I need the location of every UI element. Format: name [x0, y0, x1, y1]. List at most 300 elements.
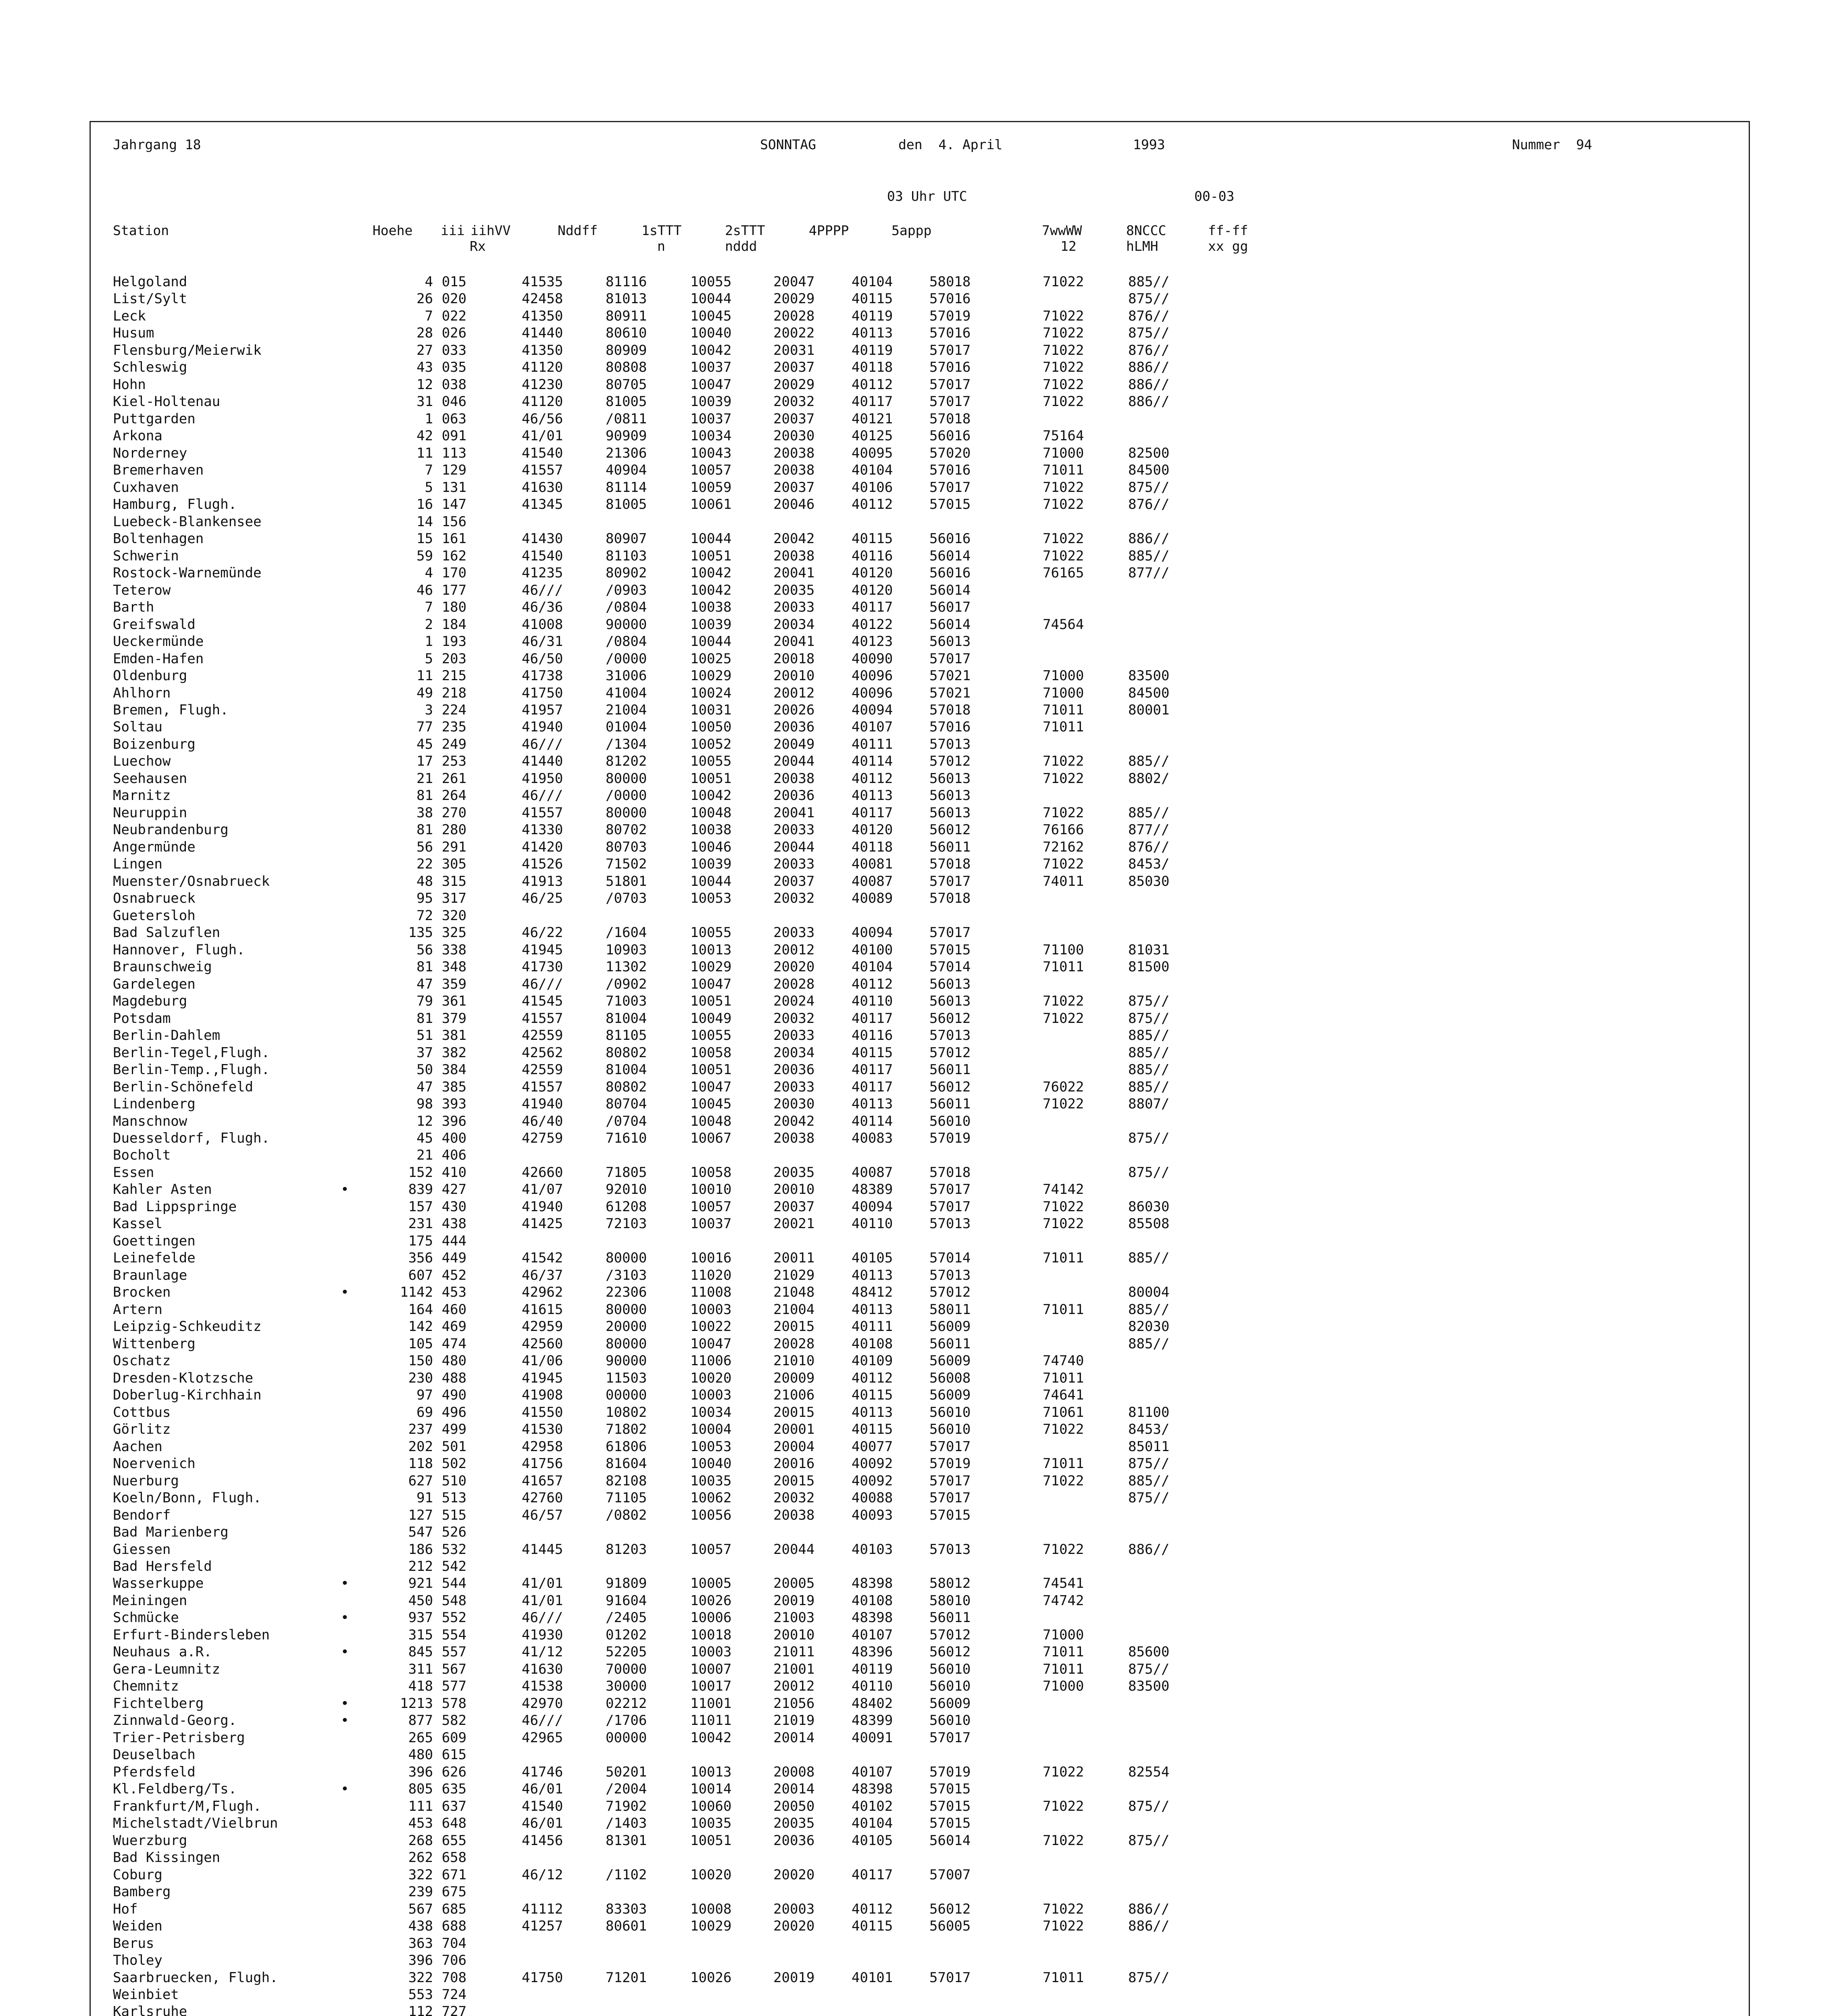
- cell-s2ttt: 20029: [773, 291, 815, 307]
- cell-s2ttt: 20032: [773, 890, 815, 907]
- cell-pppp: 40105: [852, 1250, 893, 1266]
- cell-nccc: 886//: [1128, 1901, 1170, 1917]
- cell-wwww: 74742: [1043, 1592, 1084, 1609]
- cell-s2ttt: 20034: [773, 616, 815, 633]
- cell-nddff: 81004: [606, 1010, 647, 1027]
- cell-wwww: 71011: [1043, 1250, 1084, 1266]
- cell-nddff: 80601: [606, 1918, 647, 1935]
- cell-appp: 57017: [929, 1729, 971, 1746]
- cell-iii: 320: [442, 907, 467, 924]
- cell-iihvv: 41/01: [522, 1575, 563, 1592]
- cell-s2ttt: 20028: [773, 1335, 815, 1352]
- cell-iii: 548: [442, 1592, 467, 1609]
- cell-hoehe: 1: [425, 633, 433, 650]
- cell-nddff: 51801: [606, 873, 647, 889]
- cell-hoehe: 51: [417, 1027, 433, 1044]
- table-row: [0, 924, 1837, 941]
- cell-hoehe: 152: [408, 1164, 433, 1181]
- cell-wwww: 71011: [1043, 719, 1084, 735]
- cell-hoehe: 839: [408, 1181, 433, 1198]
- cell-nccc: 885//: [1128, 1044, 1170, 1061]
- cell-nddff: 00000: [606, 1387, 647, 1404]
- cell-iii: 033: [442, 342, 467, 358]
- table-row: [0, 1147, 1837, 1164]
- table-row: [0, 1712, 1837, 1729]
- cell-station: Arkona: [113, 428, 162, 444]
- cell-wwww: 71022: [1043, 770, 1084, 787]
- cell-station: Nuerburg: [113, 1472, 179, 1489]
- cell-iii: 513: [442, 1490, 467, 1506]
- cell-hoehe: 31: [417, 394, 433, 410]
- cell-s2ttt: 20038: [773, 1130, 815, 1146]
- cell-s1ttt: 10046: [690, 839, 732, 855]
- cell-wwww: 71022: [1043, 1010, 1084, 1027]
- table-row: [0, 1044, 1837, 1061]
- cell-hoehe: 48: [417, 873, 433, 889]
- cell-appp: 56013: [929, 633, 971, 650]
- cell-wwww: 71011: [1043, 462, 1084, 479]
- cell-pppp: 40120: [852, 822, 893, 838]
- cell-appp: 57016: [929, 291, 971, 307]
- cell-hoehe: 5: [425, 479, 433, 496]
- cell-hoehe: 16: [417, 496, 433, 513]
- cell-iihvv: 41456: [522, 1832, 563, 1849]
- cell-iihvv: 46/25: [522, 890, 563, 907]
- table-row: [0, 1318, 1837, 1335]
- table-row: [0, 1387, 1837, 1404]
- cell-station: Bocholt: [113, 1147, 171, 1164]
- cell-iii: 724: [442, 1987, 467, 2003]
- cell-iihvv: 41545: [522, 993, 563, 1010]
- cell-s2ttt: 20044: [773, 753, 815, 770]
- cell-appp: 56010: [929, 1113, 971, 1129]
- table-row: [0, 410, 1837, 427]
- cell-station: Saarbruecken, Flugh.: [113, 1969, 278, 1986]
- cell-nddff: 11503: [606, 1370, 647, 1386]
- cell-station: Giessen: [113, 1541, 171, 1558]
- cell-s2ttt: 20030: [773, 1096, 815, 1112]
- cell-hoehe: 91: [417, 1490, 433, 1506]
- cell-appp: 56005: [929, 1918, 971, 1935]
- cell-s2ttt: 20032: [773, 1490, 815, 1506]
- cell-station: Teterow: [113, 582, 171, 598]
- cell-nddff: 80000: [606, 1301, 647, 1318]
- cell-station: List/Sylt: [113, 291, 187, 307]
- cell-iii: 338: [442, 941, 467, 958]
- cell-s1ttt: 10024: [690, 685, 732, 701]
- table-row: [0, 1113, 1837, 1130]
- cell-hoehe: 262: [408, 1849, 433, 1866]
- cell-appp: 56010: [929, 1712, 971, 1729]
- cell-wwww: 71011: [1043, 1456, 1084, 1472]
- cell-iihvv: 42562: [522, 1044, 563, 1061]
- cell-iihvv: 41738: [522, 668, 563, 684]
- cell-hoehe: 97: [417, 1387, 433, 1404]
- cell-s1ttt: 11008: [690, 1284, 732, 1301]
- col-subhead-5: xx gg: [1208, 238, 1248, 254]
- cell-hoehe: 118: [408, 1456, 433, 1472]
- cell-iii: 381: [442, 1027, 467, 1044]
- cell-station: Hof: [113, 1901, 138, 1917]
- cell-appp: 56010: [929, 1678, 971, 1695]
- cell-nddff: 81116: [606, 274, 647, 290]
- cell-pppp: 40112: [852, 1901, 893, 1917]
- cell-station: Soltau: [113, 719, 162, 735]
- cell-hoehe: 607: [408, 1267, 433, 1283]
- cell-s2ttt: 20030: [773, 428, 815, 444]
- cell-station: Potsdam: [113, 1010, 171, 1027]
- cell-wwww: 74564: [1043, 616, 1084, 633]
- cell-nddff: 81202: [606, 753, 647, 770]
- nummer-label: Nummer 94: [1512, 137, 1592, 152]
- cell-s1ttt: 10058: [690, 1044, 732, 1061]
- cell-s2ttt: 20034: [773, 1044, 815, 1061]
- cell-iii: 499: [442, 1421, 467, 1438]
- cell-nccc: 85011: [1128, 1438, 1170, 1455]
- cell-hoehe: 50: [417, 1062, 433, 1078]
- cell-station: Weinbiet: [113, 1987, 179, 2003]
- cell-nddff: 61208: [606, 1198, 647, 1215]
- cell-wwww: 76022: [1043, 1079, 1084, 1095]
- cell-hoehe: 921: [408, 1575, 433, 1592]
- cell-wwww: 71022: [1043, 1421, 1084, 1438]
- cell-iihvv: 46///: [522, 582, 563, 598]
- cell-iii: 305: [442, 856, 467, 873]
- table-row: [0, 290, 1837, 307]
- cell-marker: •: [341, 1181, 349, 1198]
- table-row: [0, 445, 1837, 462]
- cell-appp: 57020: [929, 445, 971, 461]
- cell-iihvv: 46///: [522, 976, 563, 992]
- cell-s2ttt: 21004: [773, 1301, 815, 1318]
- cell-iihvv: 46/56: [522, 410, 563, 427]
- table-row: [0, 1781, 1837, 1797]
- cell-wwww: 71022: [1043, 856, 1084, 873]
- cell-s1ttt: 10029: [690, 1918, 732, 1935]
- cell-wwww: 71022: [1043, 342, 1084, 358]
- cell-s1ttt: 10044: [690, 291, 732, 307]
- cell-wwww: 71022: [1043, 376, 1084, 393]
- cell-pppp: 40117: [852, 1010, 893, 1027]
- cell-iii: 270: [442, 804, 467, 821]
- cell-hoehe: 142: [408, 1318, 433, 1335]
- cell-nddff: /0811: [606, 410, 647, 427]
- cell-iihvv: 41750: [522, 1969, 563, 1986]
- cell-s1ttt: 10053: [690, 1438, 732, 1455]
- cell-s2ttt: 20020: [773, 1918, 815, 1935]
- cell-s2ttt: 21001: [773, 1661, 815, 1677]
- cell-iihvv: 41945: [522, 941, 563, 958]
- cell-hoehe: 4: [425, 274, 433, 290]
- cell-nddff: 80909: [606, 342, 647, 358]
- table-row: [0, 1627, 1837, 1643]
- cell-s2ttt: 20022: [773, 325, 815, 342]
- cell-iii: 637: [442, 1798, 467, 1814]
- cell-iii: 235: [442, 719, 467, 735]
- table-row: [0, 1181, 1837, 1198]
- cell-station: Neubrandenburg: [113, 822, 229, 838]
- cell-appp: 57019: [929, 1764, 971, 1780]
- cell-station: Erfurt-Bindersleben: [113, 1627, 270, 1643]
- cell-hoehe: 112: [408, 2004, 433, 2016]
- cell-nccc: 875//: [1128, 1661, 1170, 1677]
- cell-appp: 57012: [929, 1627, 971, 1643]
- cell-s2ttt: 20004: [773, 1438, 815, 1455]
- cell-pppp: 40115: [852, 1918, 893, 1935]
- col-subhead-0: Rx: [470, 238, 486, 254]
- table-row: [0, 1541, 1837, 1558]
- cell-s2ttt: 20046: [773, 496, 815, 513]
- cell-appp: 56012: [929, 1079, 971, 1095]
- cell-s1ttt: 10013: [690, 941, 732, 958]
- table-row: [0, 1370, 1837, 1387]
- cell-wwww: 71011: [1043, 1644, 1084, 1660]
- cell-pppp: 40110: [852, 1216, 893, 1232]
- cell-pppp: 40113: [852, 787, 893, 804]
- cell-station: Berlin-Schönefeld: [113, 1079, 253, 1095]
- cell-station: Kahler Asten: [113, 1181, 212, 1198]
- table-row: [0, 770, 1837, 787]
- cell-iii: 161: [442, 531, 467, 547]
- cell-s2ttt: 20019: [773, 1592, 815, 1609]
- cell-iii: 180: [442, 599, 467, 616]
- cell-appp: 56014: [929, 582, 971, 598]
- cell-appp: 57018: [929, 410, 971, 427]
- cell-iii: 685: [442, 1901, 467, 1917]
- cell-nddff: 72103: [606, 1216, 647, 1232]
- cell-appp: 56014: [929, 616, 971, 633]
- cell-hoehe: 28: [417, 325, 433, 342]
- cell-iihvv: 46/37: [522, 1267, 563, 1283]
- table-row: [0, 650, 1837, 667]
- cell-iihvv: 41330: [522, 822, 563, 838]
- cell-s1ttt: 10018: [690, 1627, 732, 1643]
- cell-iii: 552: [442, 1610, 467, 1626]
- cell-nddff: /0802: [606, 1507, 647, 1523]
- cell-s2ttt: 20001: [773, 1421, 815, 1438]
- cell-station: Angermünde: [113, 839, 196, 855]
- cell-iihvv: 41/06: [522, 1353, 563, 1369]
- table-row: [0, 308, 1837, 325]
- cell-s1ttt: 10005: [690, 1575, 732, 1592]
- cell-appp: 56017: [929, 599, 971, 616]
- cell-iii: 384: [442, 1062, 467, 1078]
- cell-s1ttt: 10037: [690, 410, 732, 427]
- col-head-0: Station: [113, 223, 169, 238]
- cell-s1ttt: 10016: [690, 1250, 732, 1266]
- table-row: [0, 1455, 1837, 1472]
- cell-iii: 554: [442, 1627, 467, 1643]
- cell-wwww: 71022: [1043, 1901, 1084, 1917]
- cell-hoehe: 5: [425, 650, 433, 667]
- cell-hoehe: 77: [417, 719, 433, 735]
- cell-nddff: /1304: [606, 736, 647, 752]
- cell-pppp: 40100: [852, 941, 893, 958]
- cell-s1ttt: 10037: [690, 359, 732, 376]
- cell-s2ttt: 20015: [773, 1404, 815, 1420]
- table-row: [0, 1643, 1837, 1660]
- cell-s2ttt: 21029: [773, 1267, 815, 1283]
- table-row: [0, 993, 1837, 1010]
- cell-nddff: 80000: [606, 770, 647, 787]
- cell-station: Boltenhagen: [113, 531, 204, 547]
- cell-hoehe: 72: [417, 907, 433, 924]
- cell-hoehe: 450: [408, 1592, 433, 1609]
- cell-s2ttt: 20047: [773, 274, 815, 290]
- cell-s1ttt: 10042: [690, 582, 732, 598]
- cell-nddff: 20000: [606, 1318, 647, 1335]
- col-subhead-1: n: [657, 238, 665, 254]
- cell-appp: 57017: [929, 1198, 971, 1215]
- cell-iii: 727: [442, 2004, 467, 2016]
- table-row: [0, 1935, 1837, 1952]
- cell-iihvv: 42559: [522, 1062, 563, 1078]
- cell-pppp: 40116: [852, 548, 893, 564]
- cell-station: Coburg: [113, 1866, 162, 1883]
- cell-hoehe: 315: [408, 1627, 433, 1643]
- cell-s1ttt: 10045: [690, 1096, 732, 1112]
- cell-hoehe: 230: [408, 1370, 433, 1386]
- cell-appp: 57017: [929, 394, 971, 410]
- cell-nddff: 80902: [606, 565, 647, 581]
- cell-pppp: 40102: [852, 1798, 893, 1814]
- table-row: [0, 1558, 1837, 1575]
- cell-s1ttt: 10058: [690, 1164, 732, 1181]
- cell-iihvv: 41550: [522, 1404, 563, 1420]
- cell-appp: 57016: [929, 719, 971, 735]
- cell-iii: 615: [442, 1747, 467, 1763]
- col-head-9: 7wwWW: [1042, 223, 1082, 238]
- cell-nccc: 885//: [1128, 1472, 1170, 1489]
- cell-hoehe: 265: [408, 1729, 433, 1746]
- cell-s1ttt: 10057: [690, 462, 732, 479]
- cell-iihvv: 41440: [522, 753, 563, 770]
- cell-wwww: 71022: [1043, 274, 1084, 290]
- cell-iihvv: 41112: [522, 1901, 563, 1917]
- cell-pppp: 40092: [852, 1456, 893, 1472]
- cell-nddff: 02212: [606, 1695, 647, 1712]
- cell-nddff: 80610: [606, 325, 647, 342]
- cell-nccc: 885//: [1128, 1079, 1170, 1095]
- cell-s2ttt: 20033: [773, 599, 815, 616]
- cell-nccc: 8453/: [1128, 1421, 1170, 1438]
- cell-nddff: /1604: [606, 925, 647, 941]
- cell-s1ttt: 10049: [690, 1010, 732, 1027]
- cell-pppp: 40103: [852, 1541, 893, 1558]
- cell-s2ttt: 20050: [773, 1798, 815, 1814]
- table-row: [0, 1969, 1837, 1986]
- table-row: [0, 513, 1837, 530]
- cell-s1ttt: 10034: [690, 428, 732, 444]
- cell-pppp: 40119: [852, 308, 893, 324]
- cell-s1ttt: 10061: [690, 496, 732, 513]
- table-row: [0, 1952, 1837, 1969]
- table-row: [0, 1335, 1837, 1352]
- cell-s2ttt: 20026: [773, 702, 815, 718]
- cell-wwww: 71022: [1043, 531, 1084, 547]
- cell-hoehe: 157: [408, 1198, 433, 1215]
- cell-pppp: 40113: [852, 325, 893, 342]
- cell-hoehe: 237: [408, 1421, 433, 1438]
- cell-station: Michelstadt/Vielbrun: [113, 1815, 278, 1832]
- cell-station: Berlin-Temp.,Flugh.: [113, 1062, 270, 1078]
- cell-hoehe: 111: [408, 1798, 433, 1814]
- cell-hoehe: 81: [417, 787, 433, 804]
- cell-iii: 453: [442, 1284, 467, 1301]
- cell-s2ttt: 20033: [773, 1079, 815, 1095]
- cell-s2ttt: 20020: [773, 959, 815, 975]
- cell-appp: 56013: [929, 976, 971, 992]
- cell-iihvv: 41746: [522, 1764, 563, 1780]
- cell-appp: 56013: [929, 787, 971, 804]
- cell-s2ttt: 20015: [773, 1472, 815, 1489]
- cell-hoehe: 17: [417, 753, 433, 770]
- cell-s1ttt: 10034: [690, 1404, 732, 1420]
- cell-station: Zinnwald-Georg.: [113, 1712, 237, 1729]
- cell-iihvv: 41557: [522, 804, 563, 821]
- cell-s1ttt: 10008: [690, 1901, 732, 1917]
- period-label: 00-03: [1194, 188, 1235, 204]
- cell-hoehe: 1142: [400, 1284, 433, 1301]
- col-head-7: 4PPPP: [809, 223, 849, 238]
- cell-appp: 58018: [929, 274, 971, 290]
- cell-s2ttt: 20037: [773, 410, 815, 427]
- cell-pppp: 40112: [852, 1370, 893, 1386]
- cell-hoehe: 805: [408, 1781, 433, 1797]
- cell-s1ttt: 10051: [690, 1832, 732, 1849]
- cell-wwww: 71022: [1043, 325, 1084, 342]
- cell-s1ttt: 10060: [690, 1798, 732, 1814]
- cell-marker: •: [341, 1610, 349, 1626]
- cell-nddff: 52205: [606, 1644, 647, 1660]
- cell-pppp: 40093: [852, 1507, 893, 1523]
- cell-s2ttt: 20041: [773, 565, 815, 581]
- cell-nddff: /1706: [606, 1712, 647, 1729]
- cell-s2ttt: 20035: [773, 1164, 815, 1181]
- cell-appp: 57021: [929, 685, 971, 701]
- cell-hoehe: 11: [417, 445, 433, 461]
- table-row: [0, 273, 1837, 290]
- cell-s2ttt: 20033: [773, 822, 815, 838]
- cell-appp: 56016: [929, 428, 971, 444]
- cell-nddff: 71502: [606, 856, 647, 873]
- cell-iii: 379: [442, 1010, 467, 1027]
- cell-s2ttt: 20036: [773, 1832, 815, 1849]
- cell-station: Bad Marienberg: [113, 1524, 229, 1541]
- table-row: [0, 1609, 1837, 1626]
- cell-iihvv: 42560: [522, 1335, 563, 1352]
- cell-station: Cottbus: [113, 1404, 171, 1420]
- cell-appp: 57019: [929, 1456, 971, 1472]
- cell-iii: 385: [442, 1079, 467, 1095]
- cell-wwww: 74641: [1043, 1387, 1084, 1404]
- cell-s1ttt: 10059: [690, 479, 732, 496]
- cell-iii: 253: [442, 753, 467, 770]
- cell-hoehe: 12: [417, 376, 433, 393]
- cell-station: Leinefelde: [113, 1250, 196, 1266]
- cell-hoehe: 937: [408, 1610, 433, 1626]
- cell-s1ttt: 10026: [690, 1592, 732, 1609]
- table-row: [0, 1010, 1837, 1027]
- cell-s1ttt: 10020: [690, 1866, 732, 1883]
- cell-pppp: 40081: [852, 856, 893, 873]
- cell-station: Essen: [113, 1164, 154, 1181]
- cell-iihvv: 46/57: [522, 1507, 563, 1523]
- cell-s1ttt: 10047: [690, 1335, 732, 1352]
- cell-s2ttt: 20031: [773, 342, 815, 358]
- cell-s1ttt: 10055: [690, 753, 732, 770]
- cell-nddff: 71610: [606, 1130, 647, 1146]
